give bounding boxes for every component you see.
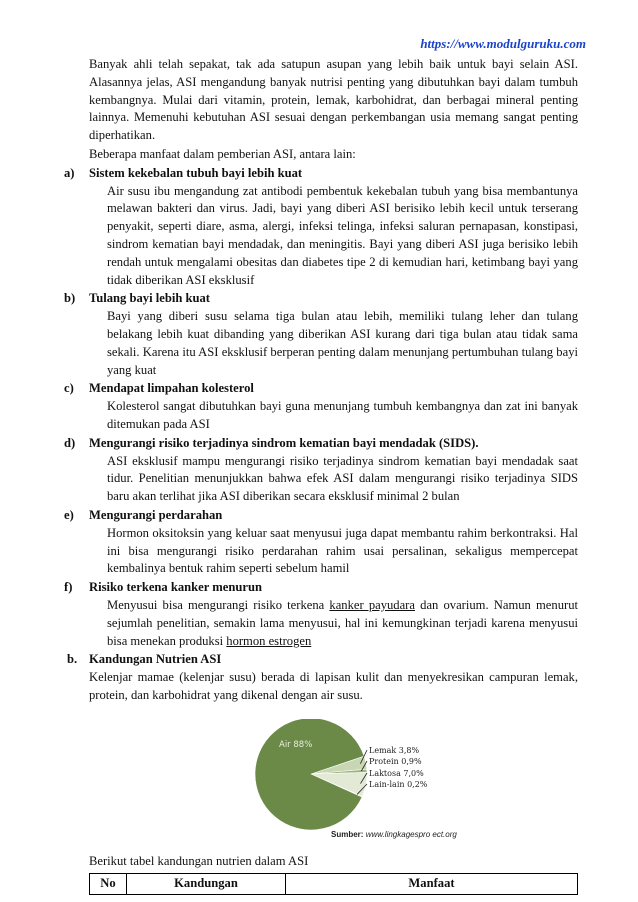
nutrient-table [89, 873, 578, 895]
benefit-heading [64, 290, 578, 308]
source-label: Sumber: [331, 829, 364, 839]
table-intro: Berikut tabel kandungan nutrien dalam ASI [89, 853, 309, 868]
benefit-heading [64, 435, 578, 453]
benefit-title: Mengurangi perdarahan [89, 507, 223, 522]
benefit-heading [64, 165, 578, 183]
list-marker: e) [64, 507, 74, 522]
section-marker: b. [67, 652, 78, 667]
section-b-body: Kelenjar mamae (kelenjar susu) berada di lapisan kulit dan menyekresikan campuran lemak, protein, dan karbohidrat yang dikenal dengan air susu. [89, 670, 578, 702]
benefit-item-f [64, 579, 578, 650]
intro-paragraph: Banyak ahli telah sepakat, tak ada satupun asupan yang lebih baik untuk bayi selain ASI. Alasannya jelas, ASI mengandung banyak nutrisi penting yang dibutuhkan bayi dalam tumbuh kembangnya. Mulai dari vitamin, protein, lemak, karbohidrat, dan berbagai mineral penting lainnya. Memenuhi kebutuhan ASI sesuai dengan perkembangan usia memang sangat penting diperhatikan. [89, 57, 578, 143]
col-header-no: No [90, 874, 127, 895]
chart-source [331, 826, 457, 844]
section-b-heading [67, 651, 578, 669]
pie-label-laktosa: Laktosa 7,0% [369, 768, 424, 778]
benefits-intro: Beberapa manfaat dalam pemberian ASI, antara lain: [89, 146, 356, 161]
benefit-body: ASI eksklusif mampu mengurangi risiko terjadinya sindrom kematian bayi mendadak saat tidur. Penelitian menunjukkan bahwa efek ASI dalam mengurangi risiko terjadinya SIDS baru akan terlihat jika ASI diberikan secara eksklusif minimal 2 bulan [107, 453, 578, 504]
list-marker: a) [64, 165, 75, 180]
kanker-payudara-link[interactable]: kanker payudara [329, 597, 415, 612]
list-marker: f) [64, 580, 73, 595]
col-header-kandungan: Kandungan [127, 874, 286, 895]
benefit-item-d [64, 435, 578, 506]
table-header-row [90, 874, 578, 895]
benefit-body: Hormon oksitoksin yang keluar saat menyusui juga dapat membantu rahim berkontraksi. Hal ini bisa mengurangi risiko perdarahan rahim usai persalinan, sekaligus mempercepat kembalinya bentuk rahim seperti sebelum hamil [107, 525, 578, 576]
pie-label-protein: Protein 0,9% [369, 756, 422, 766]
nutrient-pie-chart [89, 719, 578, 837]
benefit-heading [64, 380, 578, 398]
header-url-link[interactable]: https://www.modulguruku.com [420, 36, 586, 51]
pie-label-air: Air 88% [279, 739, 313, 750]
benefit-item-b [64, 290, 578, 379]
benefit-body: Kolesterol sangat dibutuhkan bayi guna menunjang tumbuh kembangnya dan zat ini banyak ditemukan pada ASI [107, 399, 578, 431]
benefit-title: Risiko terkena kanker menurun [89, 580, 262, 595]
benefit-body: Air susu ibu mengandung zat antibodi pembentuk kekebalan tubuh yang bisa membantunya melawan bakteri dan virus. Jadi, bayi yang diberi ASI berisiko lebih kecil untuk terserang penyakit, seperti diare, asma, alergi, infeksi telinga, infeksi saluran pernapasan, konstipasi, sindrom kematian bayi mendadak, dan meningitis. Bayi yang diberi ASI juga berisiko lebih rendah untuk mengalami obesitas dan diabetes tipe 2 di kemudian hari, ketimbang bayi yang tidak diberikan ASI eksklusif [107, 183, 578, 287]
col-header-manfaat: Manfaat [286, 874, 578, 895]
benefit-body-text: dan ovarium. Namun menurut sejumlah penelitian, semakin lama menyusui, hal ini kemungkinan terjadi karena menyusui bisa menekan produksi [107, 597, 578, 648]
benefit-heading [64, 579, 578, 597]
benefit-item-c [64, 380, 578, 433]
benefit-title: Sistem kekebalan tubuh bayi lebih kuat [89, 165, 303, 180]
list-marker: b) [64, 291, 76, 306]
source-text: www.lingkagespro ect.org [365, 829, 457, 839]
benefit-body-text: Menyusui bisa mengurangi risiko terkena [107, 597, 330, 612]
list-marker: d) [64, 435, 76, 450]
benefit-title: Mendapat limpahan kolesterol [89, 381, 254, 396]
document-content [64, 56, 578, 895]
benefit-item-e [64, 507, 578, 578]
pie-chart-svg [89, 719, 578, 837]
benefit-heading [64, 507, 578, 525]
list-marker: c) [64, 381, 74, 396]
benefit-body: Bayi yang diberi susu selama tiga bulan atau lebih, memiliki tulang leher dan tulang belakang lebih kuat dibanding yang diberikan ASI kurang dari tiga bulan atau tidak sama sekali. Karena itu ASI eksklusif berperan penting dalam menunjang pertumbuhan tulang bayi yang kuat [107, 309, 578, 377]
benefit-title: Mengurangi risiko terjadinya sindrom kematian bayi mendadak (SIDS). [89, 435, 479, 450]
section-title: Kandungan Nutrien ASI [89, 652, 222, 667]
benefit-title: Tulang bayi lebih kuat [89, 291, 210, 306]
pie-label-lemak: Lemak 3,8% [369, 745, 420, 755]
hormon-estrogen-link[interactable]: hormon estrogen [226, 633, 312, 648]
benefit-item-a [64, 165, 578, 290]
benefit-body [89, 597, 578, 650]
pie-label-lain-lain: Lain-lain 0,2% [369, 779, 428, 789]
